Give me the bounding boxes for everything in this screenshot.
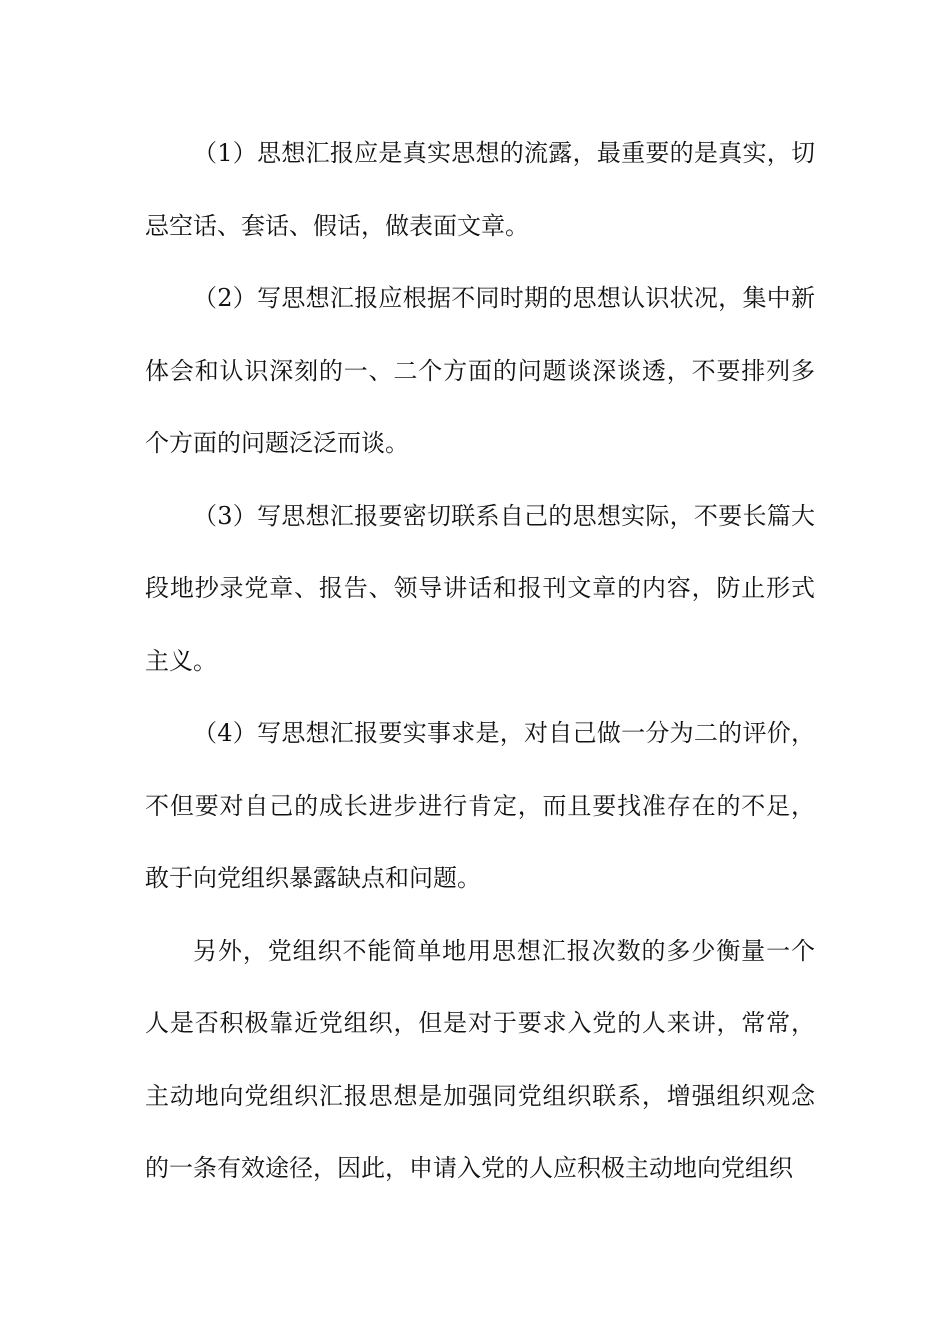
- paragraph-4: （4）写思想汇报要实事求是，对自己做一分为二的评价，不但要对自己的成长进步进行肯定，而且要找准存在的不足，敢于向党组织暴露缺点和问题。: [145, 719, 815, 892]
- paragraph-5: 另外，党组织不能简单地用思想汇报次数的多少衡量一个人是否积极靠近党组织，但是对于要求入党的人来讲，常常，主动地向党组织汇报思想是加强同党组织联系，增强组织观念的一条有效途径，因此，申请入党的人应积极主动地向党组织: [145, 936, 815, 1182]
- paragraph-1: （1）思想汇报应是真实思想的流露，最重要的是真实，切忌空话、套话、假话，做表面文章。: [145, 139, 815, 240]
- document-body: [145, 117, 815, 1205]
- paragraph-3: （3）写思想汇报要密切联系自己的思想实际，不要长篇大段地抄录党章、报告、领导讲话和报刊文章的内容，防止形式主义。: [145, 501, 815, 675]
- paragraph-2: （2）写思想汇报应根据不同时期的思想认识状况，集中新体会和认识深刻的一、二个方面的问题谈深谈透，不要排列多个方面的问题泛泛而谈。: [145, 284, 815, 457]
